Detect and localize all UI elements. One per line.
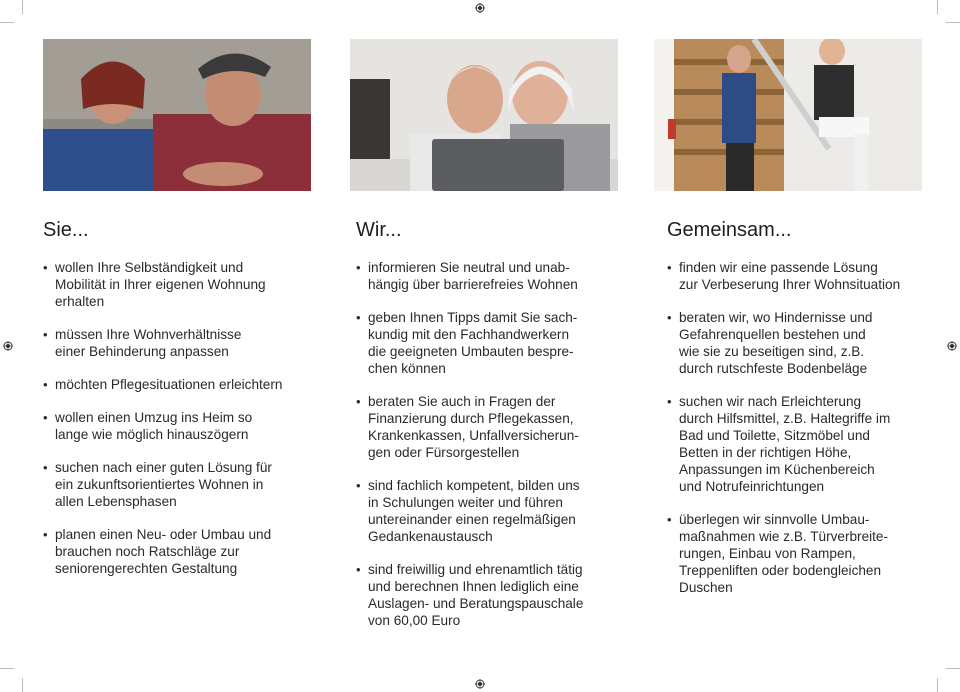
list-item: • wollen einen Umzug ins Heim so lange wie möglich hinauszögern (43, 409, 311, 443)
column-title: Sie... (43, 219, 89, 241)
bullet-list (356, 259, 624, 645)
list-item: • planen einen Neu- oder Umbau und brauchen noch Ratschläge zur seniorengerechten Gestaltung (43, 526, 311, 577)
photo-elderly-couple (43, 39, 311, 191)
list-item: • überlegen wir sinnvolle Umbau- maßnahmen wie z.B. Türverbreite- rungen, Einbau von Rampen, Treppenliften oder bodengleichen Duschen (667, 511, 935, 596)
crop-mark (0, 668, 14, 669)
photo-stairlift (654, 39, 922, 191)
list-item: • geben Ihnen Tipps damit Sie sach- kundig mit den Fachhandwerkern die geeigneten Umbauten bespre- chen können (356, 309, 624, 377)
column-title: Gemeinsam... (667, 219, 792, 241)
crop-mark (937, 678, 938, 692)
registration-mark-icon (475, 3, 485, 13)
list-item: • sind fachlich kompetent, bilden uns in Schulungen weiter und führen untereinander einen regelmäßigen Gedankenaustausch (356, 477, 624, 545)
crop-mark (937, 0, 938, 14)
list-item: • wollen Ihre Selbständigkeit und Mobilität in Ihrer eigenen Wohnung erhalten (43, 259, 311, 310)
bullet-list (667, 259, 935, 612)
list-item: • beraten Sie auch in Fragen der Finanzierung durch Pflegekassen, Krankenkassen, Unfallversicherun- gen oder Fürsorgestellen (356, 393, 624, 461)
crop-mark (946, 22, 960, 23)
crop-mark (946, 668, 960, 669)
bullet-list (43, 259, 311, 593)
crop-mark (22, 678, 23, 692)
registration-mark-icon (475, 679, 485, 689)
crop-mark (22, 0, 23, 14)
list-item: • informieren Sie neutral und unab- hängig über barrierefreies Wohnen (356, 259, 624, 293)
registration-mark-icon (947, 341, 957, 351)
list-item: • müssen Ihre Wohnverhältnisse einer Behinderung anpassen (43, 326, 311, 360)
column-title: Wir... (356, 219, 402, 241)
registration-mark-icon (3, 341, 13, 351)
list-item: • beraten wir, wo Hindernisse und Gefahrenquellen bestehen und wie sie zu beseitigen sind, z.B. durch rutschfeste Bodenbeläge (667, 309, 935, 377)
photo-couple-with-tablet (350, 39, 618, 191)
list-item: • suchen nach einer guten Lösung für ein zukunftsorientiertes Wohnen in allen Lebensphasen (43, 459, 311, 510)
list-item: • möchten Pflegesituationen erleichtern (43, 376, 311, 393)
list-item: • sind freiwillig und ehrenamtlich tätig und berechnen Ihnen lediglich eine Auslagen- und Beratungspauschale von 60,00 Euro (356, 561, 624, 629)
list-item: • suchen wir nach Erleichterung durch Hilfsmittel, z.B. Haltegriffe im Bad und Toilette, Sitzmöbel und Betten in der richtigen Höhe, Anpassungen im Küchenbereich und Notrufeinrichtungen (667, 393, 935, 495)
crop-mark (0, 22, 14, 23)
list-item: • finden wir eine passende Lösung zur Verbeserung Ihrer Wohnsituation (667, 259, 935, 293)
